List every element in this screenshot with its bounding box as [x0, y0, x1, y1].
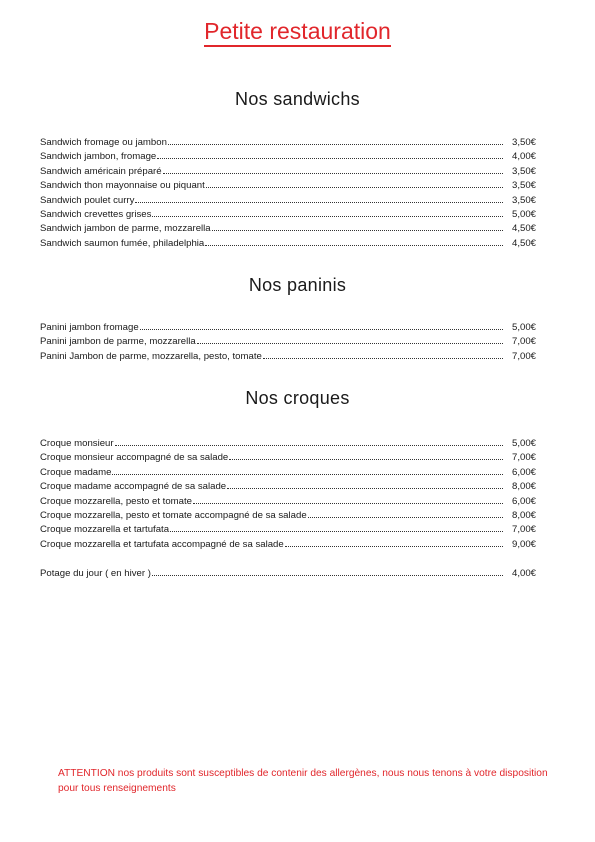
menu-item [40, 466, 536, 480]
page-title [0, 17, 595, 47]
section-heading-paninis: Nos paninis [248, 275, 347, 295]
item-price: 7,00€ [511, 524, 536, 536]
item-name: Panini Jambon de parme, mozzarella, pesto, tomate [40, 350, 262, 362]
menu-item [40, 509, 536, 523]
dot-leader [229, 451, 503, 460]
item-price: 4,50€ [511, 237, 536, 249]
dot-leader [152, 208, 503, 217]
menu-item-potage [40, 567, 536, 581]
item-name: Sandwich américain préparé [40, 165, 162, 177]
dot-leader [135, 194, 503, 203]
item-name: Croque mozzarella, pesto et tomate [40, 495, 192, 507]
section-heading-croques: Nos croques [245, 388, 350, 408]
menu-list-croques [40, 437, 536, 552]
item-name: Potage du jour ( en hiver ) [40, 568, 151, 579]
item-name: Sandwich crevettes grises [40, 208, 152, 220]
menu-item [40, 350, 536, 364]
item-name: Sandwich thon mayonnaise ou piquant [40, 180, 205, 192]
item-price: 6,00€ [511, 466, 536, 478]
dot-leader [193, 495, 503, 504]
item-name: Sandwich poulet curry [40, 194, 135, 206]
item-price: 3,50€ [511, 137, 536, 148]
item-name: Sandwich jambon, fromage [40, 151, 157, 163]
item-price: 7,00€ [511, 336, 536, 348]
menu-item [40, 208, 536, 222]
dot-leader [212, 222, 503, 231]
section-heading-sandwichs: Nos sandwichs [235, 89, 360, 109]
item-price: 8,00€ [511, 481, 536, 493]
menu-list-paninis [40, 321, 536, 364]
item-price: 4,00€ [511, 568, 536, 579]
dot-leader [263, 350, 503, 359]
menu-item [40, 335, 536, 349]
dot-leader [157, 150, 503, 159]
item-price: 9,00€ [511, 538, 536, 550]
item-name: Sandwich jambon de parme, mozzarella [40, 223, 211, 235]
item-name: Panini jambon de parme, mozzarella [40, 336, 196, 348]
item-price: 7,00€ [511, 350, 536, 362]
item-name: Croque monsieur accompagné de sa salade [40, 452, 229, 464]
menu-item [40, 136, 536, 150]
dot-leader [115, 437, 503, 446]
item-price: 3,50€ [511, 194, 536, 206]
item-name: Sandwich fromage ou jambon [40, 137, 167, 148]
dot-leader [227, 480, 503, 489]
dot-leader [285, 538, 503, 547]
dot-leader [170, 523, 503, 532]
menu-list-extra [40, 567, 536, 581]
menu-list-sandwichs [40, 136, 536, 251]
menu-item [40, 150, 536, 164]
menu-item [40, 179, 536, 193]
menu-item [40, 451, 536, 465]
dot-leader [308, 509, 503, 518]
item-price: 5,00€ [511, 438, 536, 449]
item-name: Croque mozzarella, pesto et tomate accompagné de sa salade [40, 509, 307, 521]
menu-item [40, 194, 536, 208]
item-price: 8,00€ [511, 509, 536, 521]
item-name: Panini jambon fromage [40, 322, 139, 333]
item-name: Croque mozzarella et tartufata accompagné de sa salade [40, 538, 284, 550]
item-price: 3,50€ [511, 165, 536, 177]
item-name: Croque madame [40, 466, 112, 478]
item-name: Croque monsieur [40, 438, 114, 449]
menu-item [40, 437, 536, 451]
item-name: Sandwich saumon fumée, philadelphia [40, 237, 205, 249]
menu-item [40, 480, 536, 494]
item-price: 7,00€ [511, 452, 536, 464]
item-name: Croque madame accompagné de sa salade [40, 481, 227, 493]
item-price: 4,00€ [511, 151, 536, 163]
allergen-notice: ATTENTION nos produits sont susceptibles de contenir des allergènes, nous nous tenons à votre disposition pour tous renseignements [58, 768, 548, 794]
item-price: 5,00€ [511, 208, 536, 220]
dot-leader [197, 335, 503, 344]
dot-leader [112, 466, 503, 475]
menu-item [40, 237, 536, 251]
menu-item [40, 165, 536, 179]
dot-leader [163, 165, 503, 174]
dot-leader [152, 567, 503, 576]
item-name: Croque mozzarella et tartufata [40, 524, 170, 536]
dot-leader [140, 321, 503, 330]
item-price: 3,50€ [511, 180, 536, 192]
menu-item [40, 321, 536, 335]
menu-item [40, 222, 536, 236]
item-price: 6,00€ [511, 495, 536, 507]
dot-leader [206, 179, 503, 188]
page-title-text: Petite restauration [204, 17, 391, 47]
dot-leader [168, 136, 503, 145]
menu-item [40, 523, 536, 537]
menu-item [40, 538, 536, 552]
item-price: 5,00€ [511, 322, 536, 333]
dot-leader [205, 237, 503, 246]
menu-item [40, 495, 536, 509]
item-price: 4,50€ [511, 223, 536, 235]
